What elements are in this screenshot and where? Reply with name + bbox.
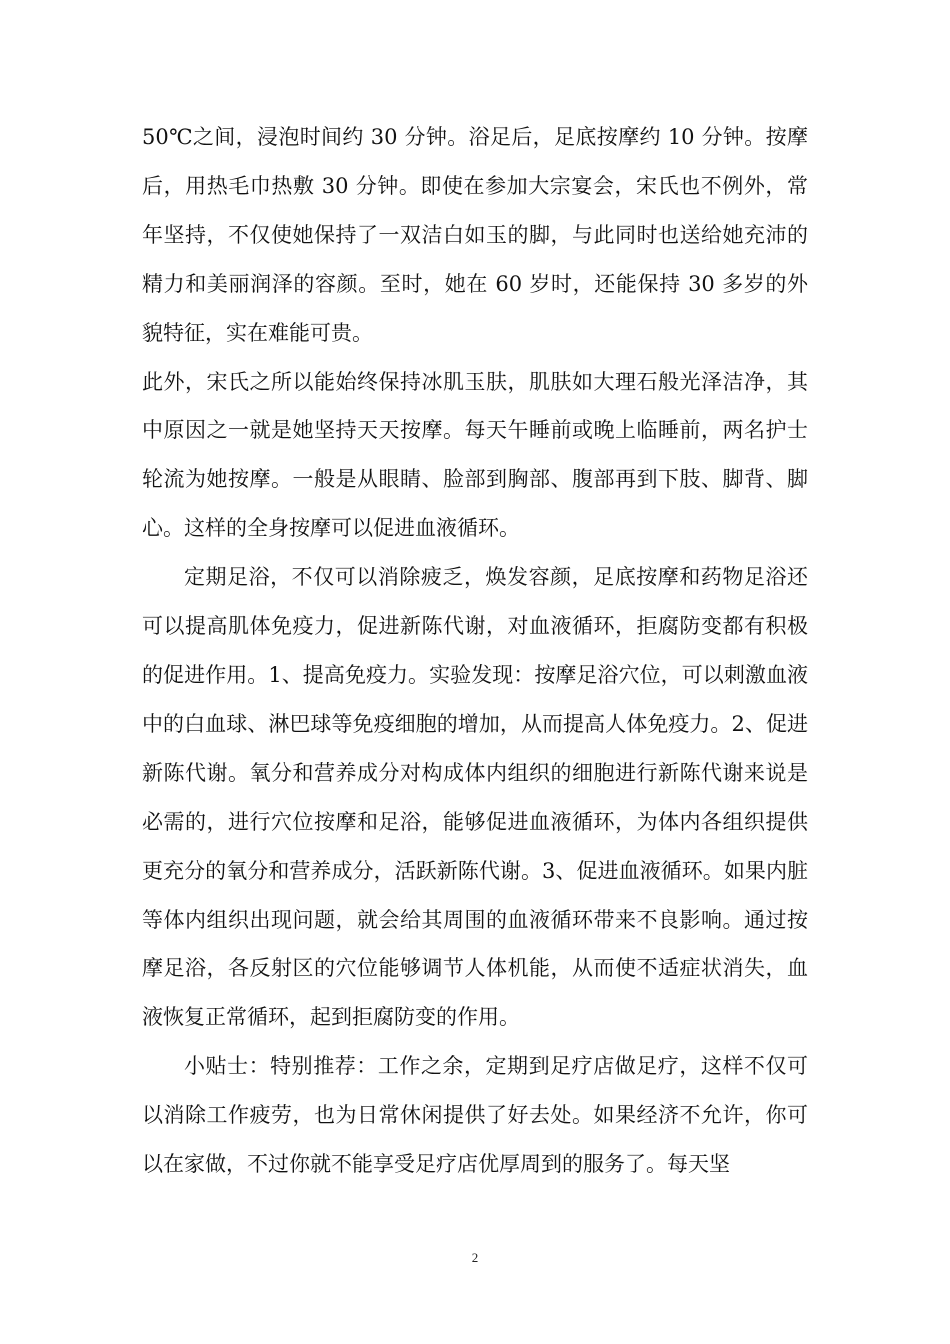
page-number: 2	[471, 1250, 479, 1265]
paragraph-benefits: 定期足浴，不仅可以消除疲乏，焕发容颜，足底按摩和药物足浴还可以提高肌体免疫力，促进新陈代谢，对血液循环，拒腐防变都有积极的促进作用。1、提高免疫力。实验发现：按摩足浴穴位，可以刺激血液中的白血球、淋巴球等免疫细胞的增加，从而提高人体免疫力。2、促进新陈代谢。氧分和营养成分对构成体内组织的细胞进行新陈代谢来说是必需的，进行穴位按摩和足浴，能够促进血液循环，为体内各组织提供更充分的氧分和营养成分，活跃新陈代谢。3、促进血液循环。如果内脏等体内组织出现问题，就会给其周围的血液循环带来不良影响。通过按摩足浴，各反射区的穴位能够调节人体机能，从而使不适症状消失，血液恢复正常循环，起到拒腐防变的作用。	[142, 565, 808, 1030]
paragraph-massage: 此外，宋氏之所以能始终保持冰肌玉肤，肌肤如大理石般光泽洁净，其中原因之一就是她坚持天天按摩。每天午睡前或晚上临睡前，两名护士轮流为她按摩。一般是从眼睛、脸部到胸部、腹部再到下肢、脚背、脚心。这样的全身按摩可以促进血液循环。	[142, 369, 808, 541]
paragraph-foot-bath-routine: 50℃之间，浸泡时间约 30 分钟。浴足后，足底按摩约 10 分钟。按摩后，用热毛巾热敷 30 分钟。即使在参加大宗宴会，宋氏也不例外，常年坚持，不仅使她保持了一双洁白如玉的脚，与此同时也送给她充沛的精力和美丽润泽的容颜。至时，她在 60 岁时，还能保持 30 多岁的外貌特征，实在难能可贵。	[142, 125, 808, 345]
paragraph-tips: 小贴士：特别推荐：工作之余，定期到足疗店做足疗，这样不仅可以消除工作疲劳，也为日常休闲提供了好去处。如果经济不允许，你可以在家做，不过你就不能享受足疗店优厚周到的服务了。每天坚	[142, 1054, 808, 1177]
body-text	[142, 113, 808, 1189]
